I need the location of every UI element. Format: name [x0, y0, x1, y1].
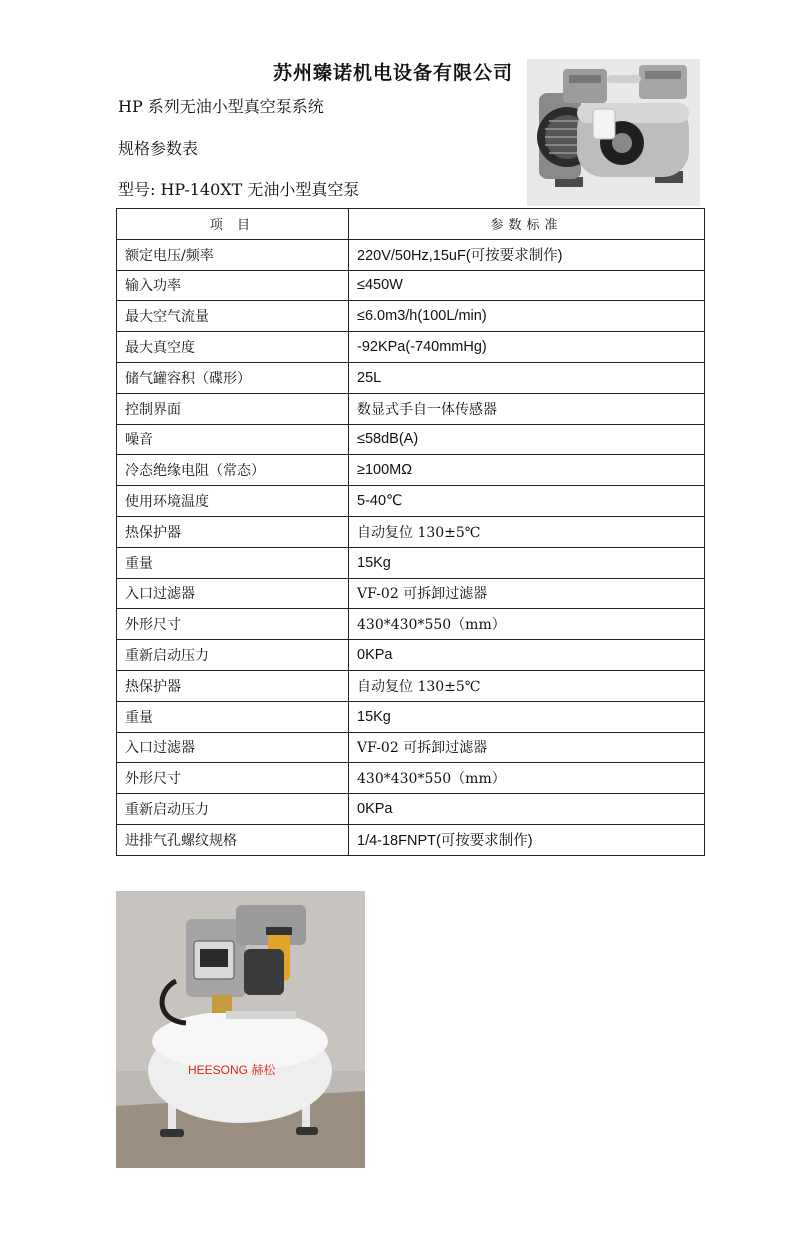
row-item: 使用环境温度 — [117, 486, 349, 517]
row-item: 最大空气流量 — [117, 301, 349, 332]
vacuum-pump-photo — [527, 59, 700, 206]
row-value-text: 220V/50Hz,15uF(可按要求制作) — [357, 248, 563, 265]
row-value-text: 0KPa — [357, 647, 393, 664]
row-value — [349, 609, 705, 640]
row-value — [349, 578, 705, 609]
table-row — [117, 547, 705, 578]
row-value — [349, 301, 705, 332]
row-item: 输入功率 — [117, 270, 349, 301]
row-value — [349, 486, 705, 517]
row-value-text: 430*430*550（mm） — [357, 617, 506, 634]
row-item: 热保护器 — [117, 670, 349, 701]
row-value-text: 25L — [357, 369, 382, 386]
row-item: 热保护器 — [117, 516, 349, 547]
row-value — [349, 640, 705, 671]
series-line: HP 系列无油小型真空泵系统 — [118, 97, 324, 116]
row-value-text: VF-02 可拆卸过滤器 — [357, 740, 488, 757]
row-value-text: 自动复位 130±5℃ — [357, 678, 481, 695]
company-name: 苏州臻诺机电设备有限公司 — [272, 62, 513, 84]
table-row — [117, 670, 705, 701]
row-value — [349, 701, 705, 732]
table-row — [117, 332, 705, 363]
row-value — [349, 455, 705, 486]
table-row — [117, 239, 705, 270]
row-value — [349, 362, 705, 393]
row-value-text: 430*430*550（mm） — [357, 771, 506, 788]
table-row — [117, 486, 705, 517]
table-row — [117, 794, 705, 825]
header-value: 参数标准 — [349, 209, 705, 240]
sheet-title: 规格参数表 — [118, 139, 199, 158]
row-item: 重新启动压力 — [117, 640, 349, 671]
row-item: 重量 — [117, 547, 349, 578]
table-row — [117, 763, 705, 794]
model-line: 型号: HP-140XT 无油小型真空泵 — [118, 180, 360, 199]
row-value-text: 0KPa — [357, 801, 393, 818]
row-value — [349, 424, 705, 455]
row-value — [349, 732, 705, 763]
row-item: 冷态绝缘电阻（常态） — [117, 455, 349, 486]
row-value-text: 15Kg — [357, 708, 391, 725]
row-value-text: 数显式手自一体传感器 — [357, 401, 497, 418]
row-value-text: 1/4-18FNPT(可按要求制作) — [357, 833, 533, 850]
row-item: 额定电压/频率 — [117, 239, 349, 270]
row-value-text: -92KPa(-740mmHg) — [357, 339, 487, 356]
table-row — [117, 640, 705, 671]
row-value-text: ≤58dB(A) — [357, 431, 419, 448]
table-row — [117, 270, 705, 301]
header-item: 项 目 — [117, 209, 349, 240]
row-value — [349, 270, 705, 301]
row-item: 控制界面 — [117, 393, 349, 424]
table-row — [117, 701, 705, 732]
row-value-text: 15Kg — [357, 554, 391, 571]
row-value — [349, 670, 705, 701]
row-item: 外形尺寸 — [117, 609, 349, 640]
row-value-text: VF-02 可拆卸过滤器 — [357, 586, 488, 603]
row-item: 储气罐容积（碟形） — [117, 362, 349, 393]
row-value-text: ≤450W — [357, 277, 403, 294]
table-row — [117, 516, 705, 547]
table-header-row — [117, 209, 705, 240]
row-value-text: 自动复位 130±5℃ — [357, 524, 481, 541]
row-item: 入口过滤器 — [117, 578, 349, 609]
brand-caption: HEESONG 赫松 — [188, 1063, 276, 1077]
table-row — [117, 732, 705, 763]
row-value — [349, 824, 705, 855]
row-value — [349, 516, 705, 547]
table-row — [117, 424, 705, 455]
row-value-text: ≥100MΩ — [357, 462, 413, 479]
row-value — [349, 794, 705, 825]
row-value — [349, 547, 705, 578]
row-item: 重量 — [117, 701, 349, 732]
row-item: 外形尺寸 — [117, 763, 349, 794]
table-row — [117, 393, 705, 424]
row-item: 入口过滤器 — [117, 732, 349, 763]
table-row — [117, 824, 705, 855]
row-value — [349, 763, 705, 794]
row-item: 进排气孔螺纹规格 — [117, 824, 349, 855]
row-item: 重新启动压力 — [117, 794, 349, 825]
row-value — [349, 239, 705, 270]
table-row — [117, 578, 705, 609]
table-row — [117, 362, 705, 393]
compressor-tank-photo — [116, 891, 365, 1168]
row-value-text: 5-40℃ — [357, 493, 403, 510]
row-value-text: ≤6.0m3/h(100L/min) — [357, 308, 487, 325]
spec-table — [116, 208, 705, 856]
table-row — [117, 301, 705, 332]
row-item: 最大真空度 — [117, 332, 349, 363]
table-row — [117, 455, 705, 486]
table-row — [117, 609, 705, 640]
row-value — [349, 332, 705, 363]
row-item: 噪音 — [117, 424, 349, 455]
row-value — [349, 393, 705, 424]
